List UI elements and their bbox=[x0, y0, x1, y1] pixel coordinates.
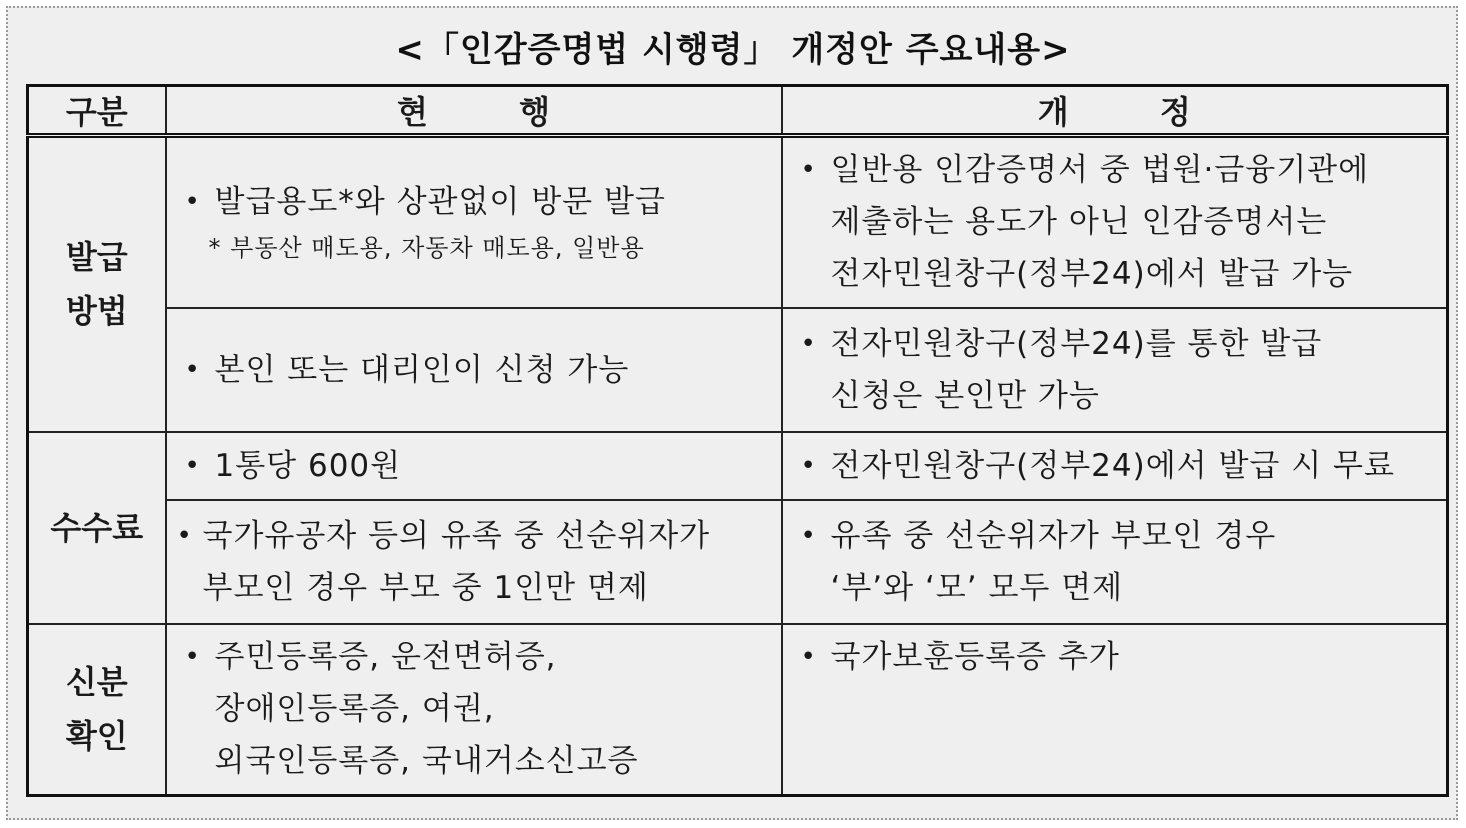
cell-revised bbox=[782, 432, 1448, 500]
list-item: • 국가보훈등록증 추가 bbox=[797, 631, 1437, 683]
list-item: • 전자민원창구(정부24)를 통한 발급 신청은 본인만 가능 bbox=[797, 318, 1437, 422]
bullet-icon: • bbox=[184, 641, 201, 672]
table-row bbox=[28, 136, 1448, 308]
list-item: • 1통당 600원 bbox=[181, 440, 771, 492]
cell-current bbox=[166, 136, 782, 308]
category-issue-method: 발급 방법 bbox=[28, 136, 166, 432]
bullet-icon: • bbox=[184, 450, 201, 481]
bullet-icon: • bbox=[184, 354, 201, 385]
cell-revised bbox=[782, 308, 1448, 432]
cell-current bbox=[166, 500, 782, 624]
bullet-icon: • bbox=[176, 520, 193, 551]
table-header-row bbox=[28, 86, 1448, 136]
footnote: * 부동산 매도용, 자동차 매도용, 일반용 bbox=[208, 234, 645, 263]
cell-revised bbox=[782, 136, 1448, 308]
table-row bbox=[28, 624, 1448, 796]
bullet-icon: • bbox=[800, 450, 817, 481]
bullet-icon: • bbox=[800, 155, 817, 186]
page-title: <「인감증명법 시행령」 개정안 주요내용> bbox=[395, 30, 1071, 70]
header-revised: 개 정 bbox=[782, 86, 1448, 136]
cell-current bbox=[166, 308, 782, 432]
list-item: • 본인 또는 대리인이 신청 가능 bbox=[181, 344, 771, 396]
bullet-icon: • bbox=[800, 641, 817, 672]
table-row bbox=[28, 308, 1448, 432]
list-item: • 국가유공자 등의 유족 중 선순위자가 부모인 경우 부모 중 1인만 면제 bbox=[175, 510, 771, 614]
list-item: • 일반용 인감증명서 중 법원·금융기관에 제출하는 용도가 아닌 인감증명서는 전자민원창구(정부24)에서 발급 가능 bbox=[797, 144, 1437, 300]
cell-revised bbox=[782, 624, 1448, 796]
table-row bbox=[28, 432, 1448, 500]
list-item: • 전자민원창구(정부24)에서 발급 시 무료 bbox=[797, 440, 1437, 492]
category-fee: 수수료 bbox=[28, 432, 166, 624]
list-item: • 발급용도*와 상관없이 방문 발급 bbox=[181, 176, 771, 228]
cell-current bbox=[166, 624, 782, 796]
cell-current bbox=[166, 432, 782, 500]
table-row bbox=[28, 500, 1448, 624]
header-category: 구분 bbox=[28, 86, 166, 136]
bullet-icon: • bbox=[800, 520, 817, 551]
amendment-table bbox=[26, 84, 1449, 797]
bullet-icon: • bbox=[184, 187, 201, 218]
header-current: 현 행 bbox=[166, 86, 782, 136]
bullet-icon: • bbox=[800, 328, 817, 359]
cell-revised bbox=[782, 500, 1448, 624]
category-id-check: 신분 확인 bbox=[28, 624, 166, 796]
list-item: • 유족 중 선순위자가 부모인 경우 ‘부’와 ‘모’ 모두 면제 bbox=[797, 510, 1437, 614]
list-item: • 주민등록증, 운전면허증, 장애인등록증, 여권, 외국인등록증, 국내거소신고증 bbox=[181, 631, 771, 787]
